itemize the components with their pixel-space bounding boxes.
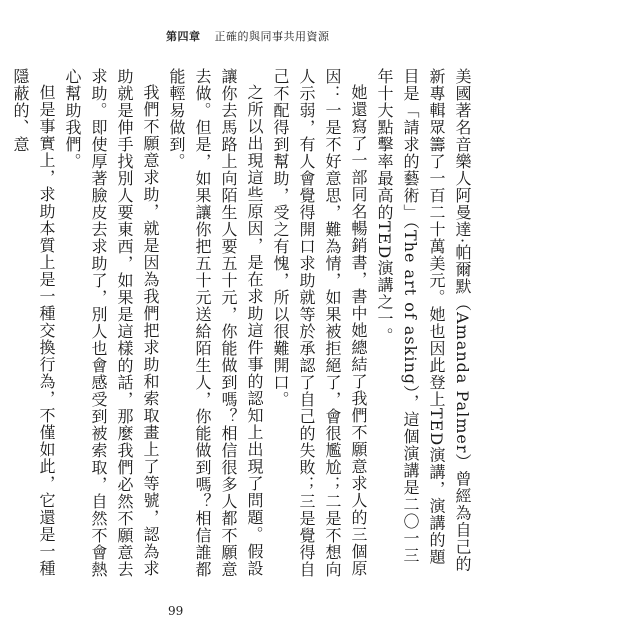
page-number: 99 (168, 604, 184, 618)
body-text (11, 68, 475, 578)
paragraph: 但是事實上，求助本質上是一種交換行為，不僅如此，它還是一種隱蔽的、意 (11, 68, 56, 577)
running-header (166, 28, 330, 44)
chapter-title: 正確的與同事共用資源 (214, 30, 330, 43)
paragraph: 她還寫了一部同名暢銷書，書中她總結了我們不願意求人的三個原因：一是不好意思，難為情，如果被拒絕了，會很尷尬；二是不想向人示弱，有人會覺得開口求助就等於承認了自己的失敗；三是覺得自己不配得到幫助，受之有愧，所以很難開口。 (271, 68, 368, 578)
paragraph: 美國著名音樂人阿曼達·帕爾默（Amanda Palmer）曾經為自己的新專輯眾籌了一百二十萬美元。她也因此登上TED演講，演講的題目是「請求的藝術」（The art of asking），這個演講是二〇一三年十大點擊率最高的TED演講之一。 (375, 68, 472, 573)
paragraph: 之所以出現這些原因，是在求助這件事的認知上出現了問題。假設讓你去馬路上向陌生人要五十元，你能做到嗎？相信很多人都不願意去做。但是，如果讓你把五十元送給陌生人，你能做到嗎？相信誰都能輕易做到。 (167, 68, 264, 578)
chapter-label: 第四章 (166, 30, 201, 43)
paragraph: 我們不願意求助，就是因為我們把求助和索取畫上了等號，認為求助就是伸手找別人要東西，如果是這樣的話，那麼我們必然不願意去求助。即使厚著臉皮去求助了，別人也會感受到被索取，自然不會熱心幫助我們。 (63, 68, 160, 578)
